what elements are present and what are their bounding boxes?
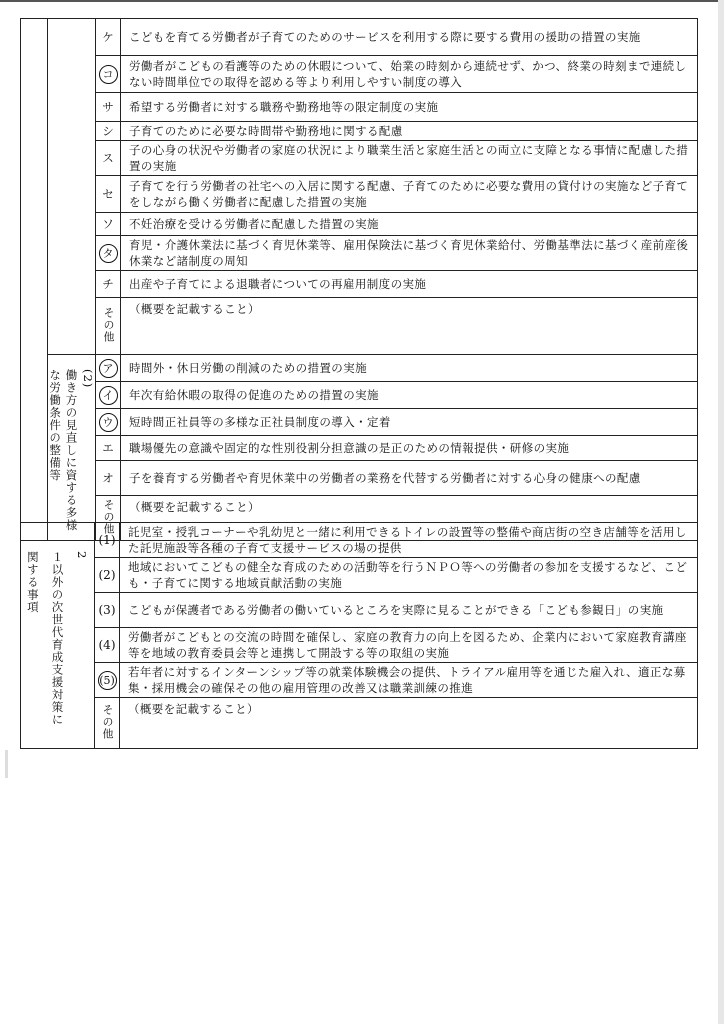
item-label: サ xyxy=(96,93,121,122)
item-label: オ xyxy=(96,461,121,496)
table-row xyxy=(21,236,698,271)
circled-mark-icon: コ xyxy=(99,65,118,84)
circled-mark-icon: タ xyxy=(99,244,118,263)
other-label: その他 xyxy=(102,306,115,343)
item-text: 希望する労働者に対する職務や勤務地等の限定制度の実施 xyxy=(121,93,698,122)
other-text: （概要を記載すること） xyxy=(120,698,698,749)
item-text: 子育てを行う労働者の社宅への入居に関する配慮、子育てのために必要な費用の貸付けの実施など子育てをしながら働く労働者に配慮した措置の実施 xyxy=(121,176,698,213)
item-text: 子を養育する労働者や育児休業中の労働者の業務を代替する労働者に対する心身の健康への配慮 xyxy=(121,461,698,496)
item-label: チ xyxy=(96,271,121,298)
subsection-2-heading xyxy=(48,355,96,541)
item-label: シ xyxy=(96,122,121,141)
table-row xyxy=(21,93,698,122)
item-label xyxy=(95,663,120,698)
subsection-number: (2) xyxy=(80,369,95,389)
table-row xyxy=(21,176,698,213)
section-heading-line2: 関する事項 xyxy=(25,551,40,614)
section-2-heading xyxy=(21,523,95,749)
table-row xyxy=(21,19,698,56)
item-text: 託児室・授乳コーナーや乳幼児と一緒に利用できるトイレの設置等の整備や商店街の空き店舗等を活用した託児施設等各種の子育て支援サービスの場の提供 xyxy=(120,523,698,558)
subsection-heading-line1: 働き方の見直しに資する多様 xyxy=(64,369,79,532)
item-text: 労働者がこどもとの交流の時間を確保し、家庭の教育力の向上を図るため、企業内において家庭教育講座等を地域の教育委員会等と連携して開設する等の取組の実施 xyxy=(120,628,698,663)
item-text: 時間外・休日労働の削減のための措置の実施 xyxy=(121,355,698,382)
item-label: エ xyxy=(96,436,121,461)
table-row xyxy=(21,523,698,558)
item-text: こどもが保護者である労働者の働いているところを実際に見ることができる「こども参観日」の実施 xyxy=(120,593,698,628)
scan-right-edge xyxy=(718,0,724,1024)
item-label: セ xyxy=(96,176,121,213)
item-label xyxy=(96,382,121,409)
item-text: 不妊治療を受ける労働者に配慮した措置の実施 xyxy=(121,213,698,236)
item-label: (4) xyxy=(95,628,120,663)
table-row xyxy=(21,436,698,461)
table-row xyxy=(21,355,698,382)
item-text: 出産や子育てによる退職者についての再雇用制度の実施 xyxy=(121,271,698,298)
table-row xyxy=(21,593,698,628)
subsection-1-cell xyxy=(48,19,96,355)
item-label: (3) xyxy=(95,593,120,628)
circled-mark-icon: ウ xyxy=(99,413,118,432)
item-text: 短時間正社員等の多様な正社員制度の導入・定着 xyxy=(121,409,698,436)
item-text: 育児・介護休業法に基づく育児休業等、雇用保険法に基づく育児休業給付、労働基準法に基づく産前産後休業など諸制度の周知 xyxy=(121,236,698,271)
item-label xyxy=(96,236,121,271)
circled-mark-icon: イ xyxy=(99,386,118,405)
section-heading-line1: １以外の次世代育成支援対策に xyxy=(50,551,65,726)
item-text: 地域においてこどもの健全な育成のための活動等を行うＮＰＯ等への労働者の参加を支援するなど、こども・子育てに関する地域貢献活動の実施 xyxy=(120,558,698,593)
table-row xyxy=(21,122,698,141)
item-label: (1) xyxy=(95,523,120,558)
item-label: (2) xyxy=(95,558,120,593)
section-2-table xyxy=(20,522,698,749)
other-label-cell xyxy=(95,698,120,749)
item-label xyxy=(96,409,121,436)
table-row xyxy=(21,141,698,176)
item-label xyxy=(96,355,121,382)
other-text: （概要を記載すること） xyxy=(121,496,698,541)
item-text: こどもを育てる労働者が子育てのためのサービスを利用する際に要する費用の援助の措置の実施 xyxy=(121,19,698,56)
circled-mark-icon: (5) xyxy=(98,671,117,690)
item-label: ス xyxy=(96,141,121,176)
subsection-heading-line2: な労働条件の整備等 xyxy=(48,369,63,482)
item-text: 労働者がこどもの看護等のための休暇について、始業の時刻から連続せず、かつ、終業の時刻まで連続しない時間単位での取得を認める等より利用しやすい制度の導入 xyxy=(121,56,698,93)
table-row xyxy=(21,628,698,663)
item-text: 年次有給休暇の取得の促進のための措置の実施 xyxy=(121,382,698,409)
table-row xyxy=(21,461,698,496)
other-label: その他 xyxy=(101,703,114,740)
table-row xyxy=(21,271,698,298)
item-text: 職場優先の意識や固定的な性別役割分担意識の是正のための情報提供・研修の実施 xyxy=(121,436,698,461)
item-text: 子の心身の状況や労働者の家庭の状況により職業生活と家庭生活との両立に支障となる事情に配慮した措置の実施 xyxy=(121,141,698,176)
table-row xyxy=(21,213,698,236)
scan-top-edge xyxy=(0,0,724,2)
table-row xyxy=(21,382,698,409)
item-label xyxy=(96,56,121,93)
table-row xyxy=(21,56,698,93)
item-label: ソ xyxy=(96,213,121,236)
table-row xyxy=(21,558,698,593)
table-row xyxy=(21,698,698,749)
item-text: 若年者に対するインターンシップ等の就業体験機会の提供、トライアル雇用等を通じた雇入れ、適正な募集・採用機会の確保その他の雇用管理の改善又は職業訓練の推進 xyxy=(120,663,698,698)
section-number: 2 xyxy=(75,551,90,560)
table-row xyxy=(21,409,698,436)
scan-mark xyxy=(5,750,8,778)
other-text: （概要を記載すること） xyxy=(121,298,698,355)
item-text: 子育てのために必要な時間帯や勤務地に関する配慮 xyxy=(121,122,698,141)
item-label: ケ xyxy=(96,19,121,56)
other-label-cell xyxy=(96,298,121,355)
circled-mark-icon: ア xyxy=(99,359,118,378)
section-1-cell xyxy=(21,19,48,541)
table-row xyxy=(21,663,698,698)
other-label: その他 xyxy=(102,498,115,535)
table-row xyxy=(21,298,698,355)
measures-table xyxy=(20,18,698,541)
